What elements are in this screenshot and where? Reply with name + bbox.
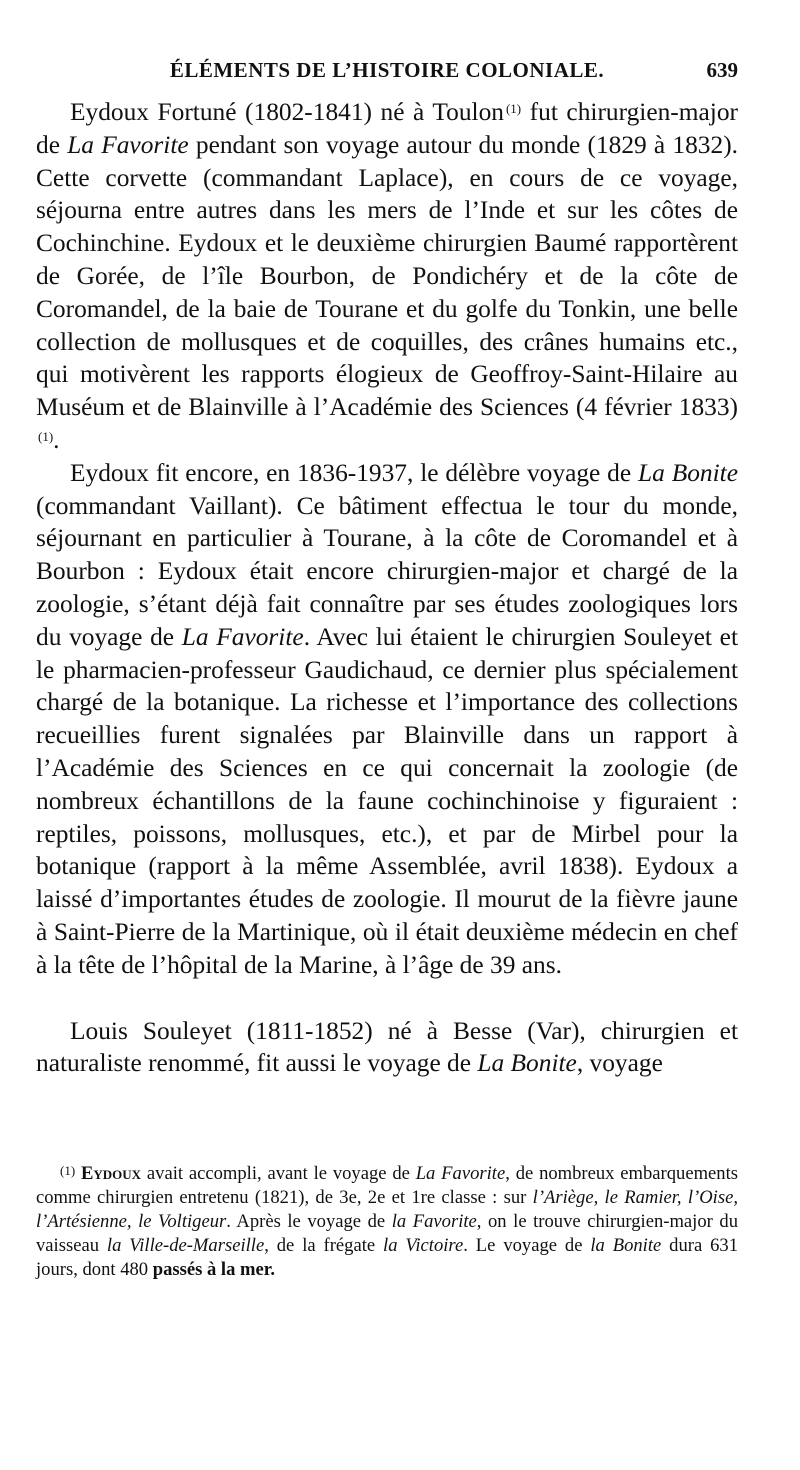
text-run: pendant son voyage autour du monde (1829 à 1832). Cette corvette (commandant Laplace), en cours de ce voyage, séjourna entre autres dans les mers de l’Inde et sur les côtes de Cochinchine. Eydoux et le deuxième chirurgien Baumé rapportèrent de Gorée, de l’île Bourbon, de Pondichéry et de la côte de Coromandel, de la baie de Tourane et du golfe du Tonkin, une belle collection de mollusques et de coquilles, des crânes humains etc., qui motivèrent les rapports élogieux de Geoffroy-Saint-Hilaire au Muséum et de Blainville à l’Académie des Sciences (4 février 1833)	[36, 130, 739, 422]
text-run: Eydoux Fortuné (1802-1841) né à Toulon	[70, 98, 504, 126]
ship-name: La Favorite	[67, 130, 189, 159]
ship-name: La Bonite	[638, 458, 738, 487]
text-run: avait accompli, avant le voyage de	[141, 1163, 416, 1184]
footnote-reference: (1)	[38, 428, 54, 444]
ship-name: la Ville-de-Marseille	[106, 1235, 265, 1256]
running-title: ÉLÉMENTS DE L’HISTOIRE COLONIALE.	[169, 58, 605, 82]
text-run: Eydoux fit encore, en 1836-1937, le délèbre voyage de	[70, 458, 639, 487]
text-run: , de la frégate	[264, 1235, 384, 1256]
footnote-marker: (1)	[60, 1163, 76, 1178]
footnote-reference: (1)	[505, 101, 522, 116]
text-run: .	[53, 425, 60, 454]
text-run: dura 631 jours, dont 480	[36, 1235, 738, 1280]
text-run: . Avec lui étaient le chirurgien Souleyet et le pharmacien-professeur Gaudichaud, ce dernier plus spécialement chargé de la botanique. La richesse et l’importance des collections recueillies furent signalées par Blainville dans un rapport à l’Académie des Sciences en ce qui concernait la zoologie (de nombreux échantillons de la faune cochinchinoise y figuraient : reptiles, poissons, mollusques, etc.), et par de Mirbel pour la botanique (rapport à la même Assemblée, avril 1838). Eydoux a laissé d’importantes études de zoologie. Il mourut de la fièvre jaune à Saint-Pierre de la Martinique, où il était deuxième médecin en chef à la tête de l’hôpital de la Marine, à l’âge de 39 ans.	[36, 622, 738, 979]
ship-name: la Bonite	[590, 1235, 662, 1256]
ship-name: La Favorite	[415, 1163, 506, 1184]
ship-name: La Bonite	[477, 1049, 577, 1078]
ship-name: la Victoire	[383, 1235, 464, 1256]
main-text	[36, 96, 738, 1080]
text-run: . Le voyage de	[463, 1235, 591, 1256]
text-run: passés à la mer.	[152, 1259, 275, 1280]
paragraph-bonite-voyage	[36, 457, 738, 982]
footnote-name: Eydoux	[81, 1163, 142, 1184]
text-run: , de nombreux embarquements comme chirurgien entretenu (1821), de 3e, 2e et 1re classe : sur	[36, 1163, 738, 1208]
text-run: , on le trouve chirurgien-major du vaisseau	[36, 1211, 738, 1256]
ship-name: La Favorite	[181, 622, 304, 651]
footnote-1	[36, 1162, 738, 1282]
footnotes	[36, 1162, 738, 1282]
paragraph-eydoux	[36, 96, 738, 457]
text-run: fut chirurgien-major de	[36, 98, 738, 159]
paragraph-souleyet	[36, 1015, 738, 1081]
running-head	[36, 58, 738, 88]
text-run: , voyage	[576, 1049, 663, 1078]
text-run: Louis Souleyet (1811-1852) né à Besse (Var), chirurgien et naturaliste renommé, fit aussi le voyage de	[36, 1016, 738, 1078]
text-run: (commandant Vaillant). Ce bâtiment effectua le tour du monde, séjournant en particulier à Tourane, à la côte de Coromandel et à Bourbon : Eydoux était encore chirurgien-major et chargé de la zoologie, s’étant déjà fait connaître par ses études zoologiques lors du voyage de	[36, 491, 738, 651]
page-number: 639	[706, 58, 738, 82]
text-run: . Après le voyage de	[226, 1211, 392, 1232]
ship-list: l’Ariège, le Ramier, l’Oise, l’Artésienne, le Voltigeur	[36, 1187, 738, 1232]
ship-name: la Favorite	[391, 1211, 477, 1232]
